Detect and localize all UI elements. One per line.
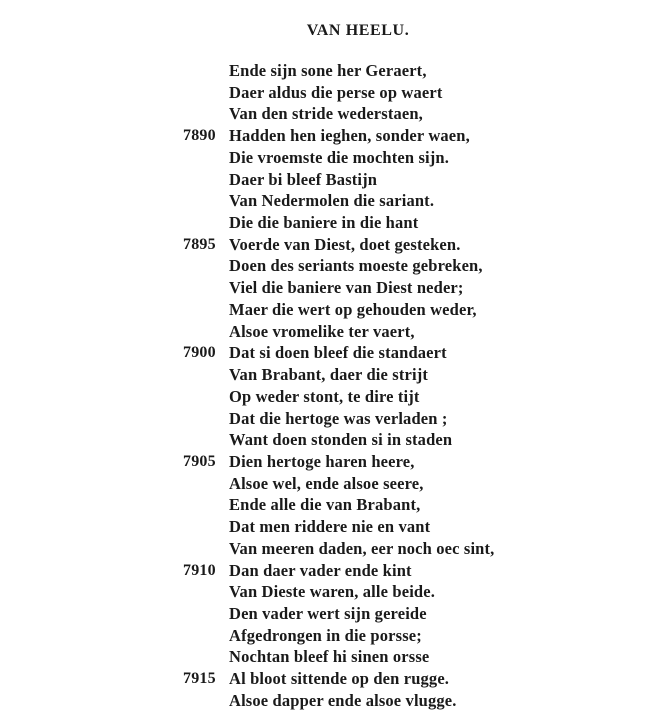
verse-line [0, 234, 660, 256]
verse-line [0, 255, 660, 277]
line-text: Den vader wert sijn gereide [229, 603, 427, 623]
verse-line [0, 408, 660, 430]
line-number: 7890 [183, 127, 216, 145]
line-number: 7915 [183, 670, 216, 688]
verse-line [0, 103, 660, 125]
line-text: Van Nedermolen die sariant. [229, 191, 435, 211]
verse-line [0, 386, 660, 408]
verse-line [0, 625, 660, 647]
line-text: Doen des seriants moeste gebreken, [229, 256, 483, 276]
verse-line [0, 277, 660, 299]
line-text: Nochtan bleef hi sinen orsse [229, 647, 430, 667]
verse-block [0, 60, 660, 712]
verse-line [0, 60, 660, 82]
verse-line [0, 690, 660, 712]
verse-line [0, 668, 660, 690]
line-text: Alsoe dapper ende alsoe vlugge. [229, 690, 457, 710]
verse-line [0, 321, 660, 343]
line-text: Want doen stonden si in staden [229, 430, 453, 450]
line-text: Daer bi bleef Bastijn [229, 169, 378, 189]
verse-line [0, 494, 660, 516]
verse-line [0, 299, 660, 321]
verse-line [0, 560, 660, 582]
line-text: Ende alle die van Brabant, [229, 495, 421, 515]
verse-line [0, 364, 660, 386]
line-text: Van Dieste waren, alle beide. [229, 582, 436, 602]
line-number: 7905 [183, 452, 216, 470]
line-text: Maer die wert op gehouden weder, [229, 299, 477, 319]
line-text: Ende sijn sone her Geraert, [229, 61, 427, 80]
verse-line [0, 429, 660, 451]
line-text: Dat men riddere nie en vant [229, 517, 431, 537]
verse-line [0, 603, 660, 625]
verse-line [0, 473, 660, 495]
verse-line [0, 451, 660, 473]
verse-line [0, 538, 660, 560]
verse-line [0, 212, 660, 234]
verse-line [0, 82, 660, 104]
line-text: Voerde van Diest, doet gesteken. [229, 234, 461, 254]
verse-line [0, 646, 660, 668]
line-text: Dan daer vader ende kint [229, 560, 412, 580]
line-text: Alsoe vromelike ter vaert, [229, 321, 415, 341]
line-text: Daer aldus die perse op waert [229, 82, 443, 102]
verse-line [0, 516, 660, 538]
line-text: Afgedrongen in die porsse; [229, 625, 422, 645]
verse-line [0, 169, 660, 191]
line-number: 7895 [183, 235, 216, 253]
line-text: Viel die baniere van Diest neder; [229, 278, 464, 298]
line-text: Van meeren daden, eer noch oec sint, [229, 538, 495, 558]
line-number: 7910 [183, 561, 216, 579]
line-text: Van Brabant, daer die strijt [229, 365, 429, 385]
line-text: Alsoe wel, ende alsoe seere, [229, 473, 424, 493]
running-head: VAN HEELU. [306, 22, 410, 39]
line-text: Van den stride wederstaen, [229, 104, 423, 124]
line-text: Dien hertoge haren heere, [229, 451, 415, 471]
line-text: Die vroemste die mochten sijn. [229, 147, 450, 167]
line-text: Dat si doen bleef die standaert [229, 343, 447, 363]
verse-line [0, 342, 660, 364]
verse-line [0, 147, 660, 169]
line-text: Dat die hertoge was verladen ; [229, 408, 448, 428]
line-text: Die die baniere in die hant [229, 213, 419, 233]
verse-line [0, 190, 660, 212]
line-number: 7900 [183, 344, 216, 362]
line-text: Hadden hen ieghen, sonder waen, [229, 126, 470, 146]
verse-line [0, 125, 660, 147]
line-text: Al bloot sittende op den rugge. [229, 669, 450, 689]
verse-line [0, 581, 660, 603]
line-text: Op weder stont, te dire tijt [229, 386, 420, 406]
